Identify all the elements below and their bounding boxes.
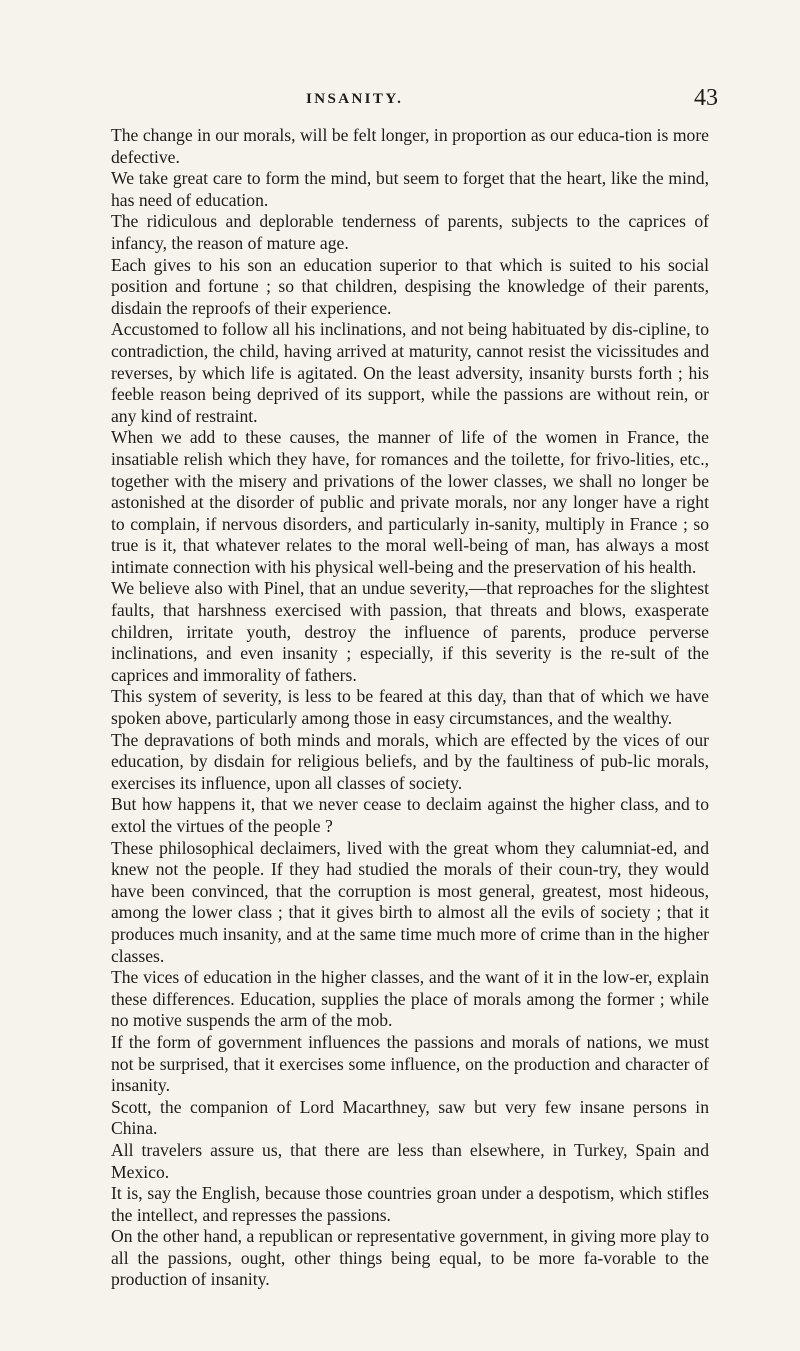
- paragraph: We believe also with Pinel, that an undue severity,—that reproaches for the slightest faults, that harshness exercised with passion, that threats and blows, exasperate children, irritate youth, destroy the influence of parents, produce perverse inclinations, and even insanity ; especially, if this severity is the re-sult of the caprices and immorality of fathers.: [111, 578, 709, 685]
- page-number: 43: [694, 85, 718, 111]
- page-header: [0, 85, 800, 119]
- paragraph: All travelers assure us, that there are less than elsewhere, in Turkey, Spain and Mexico.: [111, 1139, 709, 1182]
- paragraph: It is, say the English, because those countries groan under a despotism, which stifles the intellect, and represses the passions.: [111, 1183, 709, 1225]
- paragraph: On the other hand, a republican or representative government, in giving more play to all the passions, ought, other things being equal, to be more fa-vorable to the production of insanity.: [111, 1226, 709, 1290]
- paragraph: The change in our morals, will be felt longer, in proportion as our educa-tion is more defective.: [111, 125, 709, 167]
- paragraph: Accustomed to follow all his inclinations, and not being habituated by dis-cipline, to contradiction, the child, having arrived at maturity, cannot resist the vicissitudes and reverses, by which life is agitated. On the least adversity, insanity bursts forth ; his feeble reason being deprived of its support, while the passions are without rein, or any kind of restraint.: [111, 319, 709, 426]
- body-text: [111, 125, 709, 1291]
- paragraph: When we add to these causes, the manner of life of the women in France, the insatiable relish which they have, for romances and the toilette, for frivo-lities, etc., together with the misery and privations of the lower classes, we shall no longer be astonished at the disorder of public and private morals, nor any longer have a right to complain, if nervous disorders, and particularly in-sanity, multiply in France ; so true is it, that whatever relates to the moral well-being of man, has always a most intimate connection with his physical well-being and the preservation of his health.: [111, 427, 709, 577]
- paragraph: These philosophical declaimers, lived with the great whom they calumniat-ed, and knew not the people. If they had studied the morals of their coun-try, they would have been convinced, that the corruption is most general, greatest, most hideous, among the lower class ; that it gives birth to almost all the evils of society ; that it produces much insanity, and at the same time much more of crime than in the higher classes.: [111, 837, 709, 966]
- running-head: INSANITY.: [306, 91, 404, 107]
- paragraph: We take great care to form the mind, but seem to forget that the heart, like the mind, has need of education.: [111, 168, 709, 210]
- paragraph: But how happens it, that we never cease to declaim against the higher class, and to extol the virtues of the people ?: [111, 794, 709, 836]
- paragraph: The vices of education in the higher classes, and the want of it in the low-er, explain these differences. Education, supplies the place of morals among the former ; while no motive suspends the arm of the mob.: [111, 967, 709, 1031]
- paragraph: Each gives to his son an education superior to that which is suited to his social position and fortune ; so that children, despising the knowledge of their parents, disdain the reproofs of their experience.: [111, 254, 709, 318]
- paragraph: If the form of government influences the passions and morals of nations, we must not be surprised, that it exercises some influence, on the production and character of insanity.: [111, 1031, 709, 1096]
- paragraph: Scott, the companion of Lord Macarthney, saw but very few insane persons in China.: [111, 1096, 709, 1139]
- paragraph: This system of severity, is less to be feared at this day, than that of which we have spoken above, particularly among those in easy circumstances, and the wealthy.: [111, 686, 709, 729]
- paragraph: The depravations of both minds and morals, which are effected by the vices of our education, by disdain for religious beliefs, and by the faultiness of pub-lic morals, exercises its influence, upon all classes of society.: [111, 729, 709, 793]
- paragraph: The ridiculous and deplorable tenderness of parents, subjects to the caprices of infancy, the reason of mature age.: [111, 211, 709, 253]
